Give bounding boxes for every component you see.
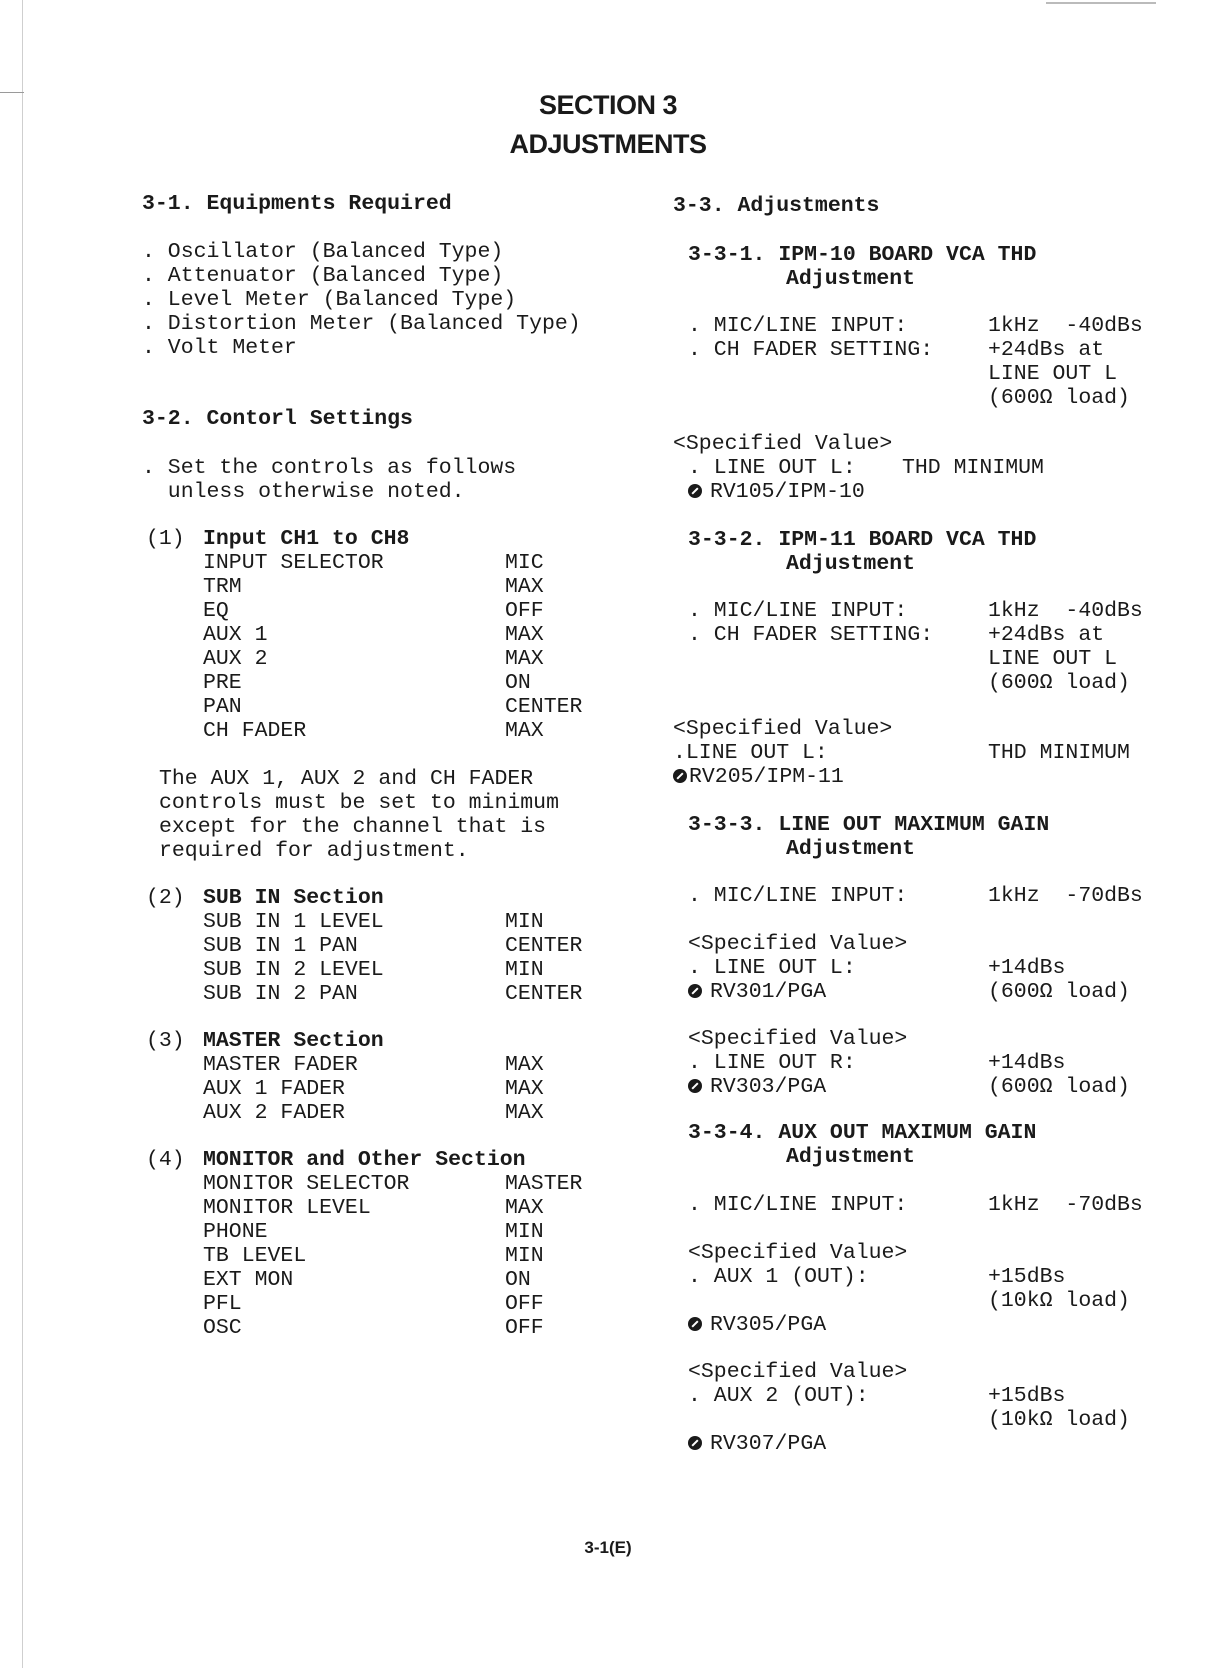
condition-label: . MIC/LINE INPUT: bbox=[688, 1193, 908, 1217]
condition-label: . MIC/LINE INPUT: bbox=[688, 599, 908, 623]
setting-name: PRE bbox=[203, 671, 242, 695]
setting-name: AUX 1 bbox=[203, 623, 268, 647]
condition-label: . MIC/LINE INPUT: bbox=[688, 884, 908, 908]
spec-value: (600Ω load) bbox=[988, 1075, 1130, 1099]
setting-value: CENTER bbox=[505, 934, 583, 958]
group-title: MONITOR and Other Section bbox=[203, 1148, 526, 1172]
adjust-symbol-icon bbox=[688, 484, 702, 498]
spec-value: (600Ω load) bbox=[988, 980, 1130, 1004]
equipment-item: . Attenuator (Balanced Type) bbox=[142, 264, 504, 288]
setting-name: INPUT SELECTOR bbox=[203, 551, 384, 575]
page-number: 3-1(E) bbox=[584, 1538, 632, 1557]
condition-value: 1kHz -70dBs bbox=[988, 884, 1143, 908]
note-line: controls must be set to minimum bbox=[159, 791, 559, 815]
setting-value: MAX bbox=[505, 647, 544, 671]
spec-label: .LINE OUT L: bbox=[673, 741, 828, 765]
setting-name: SUB IN 1 PAN bbox=[203, 934, 358, 958]
intro-line: unless otherwise noted. bbox=[142, 480, 465, 504]
condition-label: . CH FADER SETTING: bbox=[688, 338, 934, 362]
setting-name: AUX 1 FADER bbox=[203, 1077, 345, 1101]
setting-value: MAX bbox=[505, 1101, 544, 1125]
equipment-item: . Volt Meter bbox=[142, 336, 297, 360]
spec-label: . LINE OUT R: bbox=[688, 1051, 856, 1075]
setting-name: MASTER FADER bbox=[203, 1053, 358, 1077]
specified-value-label: <Specified Value> bbox=[688, 1360, 908, 1384]
adjust-symbol-icon bbox=[688, 1079, 702, 1093]
setting-value: OFF bbox=[505, 1292, 544, 1316]
setting-value: MAX bbox=[505, 1196, 544, 1220]
heading-3-3: 3-3. Adjustments bbox=[673, 194, 880, 218]
subheading-3-3-4-cont: Adjustment bbox=[786, 1145, 916, 1169]
setting-name: TRM bbox=[203, 575, 242, 599]
setting-value: MIN bbox=[505, 1220, 544, 1244]
spec-value: (10kΩ load) bbox=[988, 1408, 1130, 1432]
setting-value: MIN bbox=[505, 1244, 544, 1268]
setting-value: MIN bbox=[505, 910, 544, 934]
spec-value: THD MINIMUM bbox=[988, 741, 1130, 765]
spec-value: +15dBs bbox=[988, 1265, 1066, 1289]
heading-3-2: 3-2. Contorl Settings bbox=[142, 407, 413, 431]
setting-value: MIN bbox=[505, 958, 544, 982]
setting-value: CENTER bbox=[505, 695, 583, 719]
adjust-point bbox=[688, 1313, 826, 1337]
specified-value-label: <Specified Value> bbox=[673, 717, 893, 741]
group-title: Input CH1 to CH8 bbox=[203, 527, 410, 551]
condition-value: +24dBs at bbox=[988, 623, 1105, 647]
adjust-symbol-icon bbox=[688, 1317, 702, 1331]
adjust-point-label: RV205/IPM-11 bbox=[689, 765, 844, 789]
spec-value: +14dBs bbox=[988, 1051, 1066, 1075]
spec-label: . LINE OUT L: bbox=[688, 456, 856, 480]
setting-name: PAN bbox=[203, 695, 242, 719]
heading-3-1: 3-1. Equipments Required bbox=[142, 192, 452, 216]
subheading-3-3-1-cont: Adjustment bbox=[786, 267, 916, 291]
spec-label: . LINE OUT L: bbox=[688, 956, 856, 980]
subheading-3-3-1: 3-3-1. IPM-10 BOARD VCA THD bbox=[688, 243, 1037, 267]
adjust-point-label: RV301/PGA bbox=[710, 980, 827, 1004]
note-line: The AUX 1, AUX 2 and CH FADER bbox=[159, 767, 534, 791]
setting-value: MIC bbox=[505, 551, 544, 575]
condition-value: LINE OUT L bbox=[988, 647, 1118, 671]
corner-mark bbox=[1046, 2, 1156, 4]
spec-value: +15dBs bbox=[988, 1384, 1066, 1408]
setting-value: MAX bbox=[505, 623, 544, 647]
setting-name: EQ bbox=[203, 599, 229, 623]
setting-name: MONITOR SELECTOR bbox=[203, 1172, 410, 1196]
setting-name: PFL bbox=[203, 1292, 242, 1316]
condition-label: . CH FADER SETTING: bbox=[688, 623, 934, 647]
section-number: SECTION 3 bbox=[538, 90, 678, 120]
adjust-point-label: RV105/IPM-10 bbox=[710, 480, 865, 504]
adjust-point-label: RV307/PGA bbox=[710, 1432, 827, 1456]
spec-value: THD MINIMUM bbox=[902, 456, 1044, 480]
setting-name: SUB IN 2 PAN bbox=[203, 982, 358, 1006]
adjust-point bbox=[673, 765, 844, 789]
subheading-3-3-2: 3-3-2. IPM-11 BOARD VCA THD bbox=[688, 528, 1037, 552]
group-title: SUB IN Section bbox=[203, 886, 384, 910]
condition-value: 1kHz -40dBs bbox=[988, 599, 1143, 623]
adjust-point bbox=[688, 980, 826, 1004]
equipment-item: . Oscillator (Balanced Type) bbox=[142, 240, 504, 264]
subheading-3-3-2-cont: Adjustment bbox=[786, 552, 916, 576]
group-number: (2) bbox=[146, 886, 185, 910]
intro-line: . Set the controls as follows bbox=[142, 456, 517, 480]
adjust-point-label: RV305/PGA bbox=[710, 1313, 827, 1337]
setting-name: AUX 2 FADER bbox=[203, 1101, 345, 1125]
setting-name: MONITOR LEVEL bbox=[203, 1196, 371, 1220]
group-number: (3) bbox=[146, 1029, 185, 1053]
spec-label: . AUX 1 (OUT): bbox=[688, 1265, 869, 1289]
subheading-3-3-3-cont: Adjustment bbox=[786, 837, 916, 861]
adjust-symbol-icon bbox=[673, 769, 687, 783]
setting-name: EXT MON bbox=[203, 1268, 294, 1292]
specified-value-label: <Specified Value> bbox=[688, 1241, 908, 1265]
subheading-3-3-4: 3-3-4. AUX OUT MAXIMUM GAIN bbox=[688, 1121, 1037, 1145]
adjust-point bbox=[688, 1075, 826, 1099]
adjust-symbol-icon bbox=[688, 1436, 702, 1450]
setting-value: OFF bbox=[505, 1316, 544, 1340]
adjust-point bbox=[688, 480, 865, 504]
setting-value: OFF bbox=[505, 599, 544, 623]
condition-value: +24dBs at bbox=[988, 338, 1105, 362]
setting-name: PHONE bbox=[203, 1220, 268, 1244]
condition-value: (600Ω load) bbox=[988, 386, 1130, 410]
setting-name: CH FADER bbox=[203, 719, 307, 743]
binding-margin-line bbox=[22, 0, 23, 1668]
spec-value: (10kΩ load) bbox=[988, 1289, 1130, 1313]
setting-value: MASTER bbox=[505, 1172, 583, 1196]
setting-name: AUX 2 bbox=[203, 647, 268, 671]
group-title: MASTER Section bbox=[203, 1029, 384, 1053]
specified-value-label: <Specified Value> bbox=[688, 932, 908, 956]
setting-value: CENTER bbox=[505, 982, 583, 1006]
spec-value: +14dBs bbox=[988, 956, 1066, 980]
equipment-item: . Distortion Meter (Balanced Type) bbox=[142, 312, 581, 336]
setting-name: TB LEVEL bbox=[203, 1244, 307, 1268]
note-line: required for adjustment. bbox=[159, 839, 469, 863]
setting-value: MAX bbox=[505, 719, 544, 743]
group-number: (4) bbox=[146, 1148, 185, 1172]
setting-name: SUB IN 1 LEVEL bbox=[203, 910, 384, 934]
setting-value: MAX bbox=[505, 1077, 544, 1101]
spec-label: . AUX 2 (OUT): bbox=[688, 1384, 869, 1408]
condition-value: LINE OUT L bbox=[988, 362, 1118, 386]
setting-value: ON bbox=[505, 1268, 531, 1292]
setting-value: ON bbox=[505, 671, 531, 695]
condition-value: 1kHz -40dBs bbox=[988, 314, 1143, 338]
setting-name: SUB IN 2 LEVEL bbox=[203, 958, 384, 982]
specified-value-label: <Specified Value> bbox=[688, 1027, 908, 1051]
setting-name: OSC bbox=[203, 1316, 242, 1340]
adjust-point bbox=[688, 1432, 826, 1456]
condition-value: (600Ω load) bbox=[988, 671, 1130, 695]
specified-value-label: <Specified Value> bbox=[673, 432, 893, 456]
section-title: ADJUSTMENTS bbox=[509, 129, 707, 159]
condition-value: 1kHz -70dBs bbox=[988, 1193, 1143, 1217]
adjust-symbol-icon bbox=[688, 984, 702, 998]
condition-label: . MIC/LINE INPUT: bbox=[688, 314, 908, 338]
note-line: except for the channel that is bbox=[159, 815, 547, 839]
adjust-point-label: RV303/PGA bbox=[710, 1075, 827, 1099]
equipment-item: . Level Meter (Balanced Type) bbox=[142, 288, 517, 312]
setting-value: MAX bbox=[505, 1053, 544, 1077]
setting-value: MAX bbox=[505, 575, 544, 599]
subheading-3-3-3: 3-3-3. LINE OUT MAXIMUM GAIN bbox=[688, 813, 1050, 837]
group-number: (1) bbox=[146, 527, 185, 551]
